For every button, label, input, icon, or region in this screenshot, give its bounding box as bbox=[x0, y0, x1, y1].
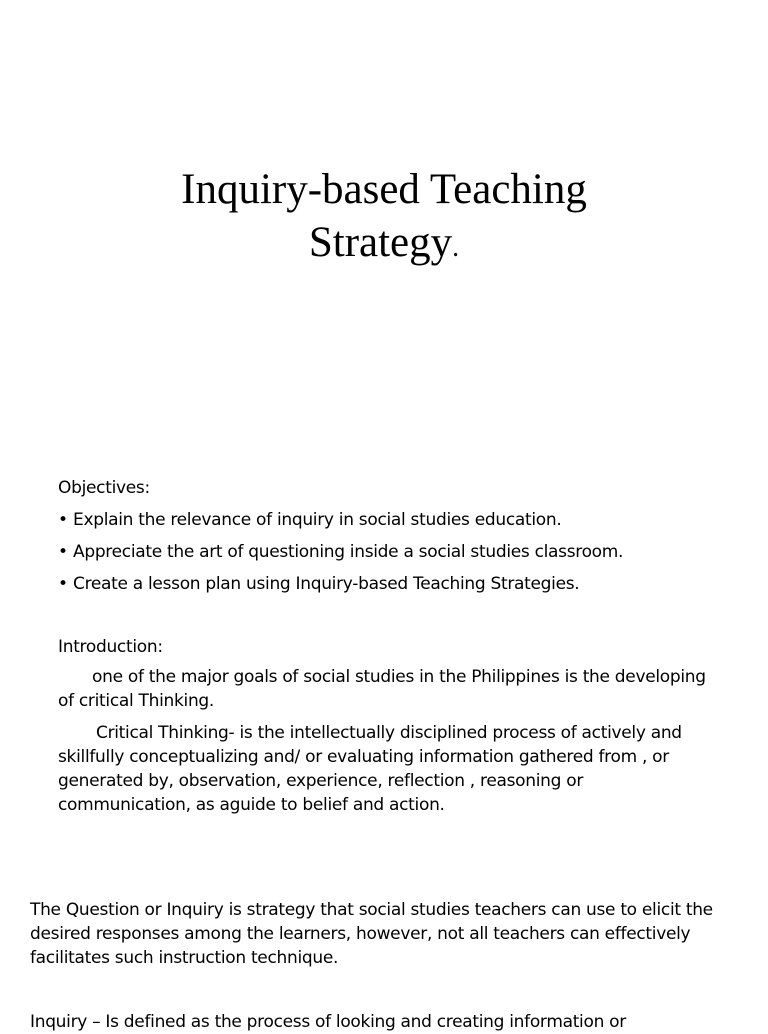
title-line-1: Inquiry-based Teaching bbox=[181, 166, 587, 213]
objective-item bbox=[58, 508, 718, 532]
bullet-icon: • bbox=[58, 510, 68, 530]
title-line-2: Strategy bbox=[308, 219, 453, 266]
title-period: . bbox=[452, 232, 460, 263]
question-inquiry-paragraph: The Question or Inquiry is strategy that social studies teachers can use to elicit the desired responses among the learners, however, not all teachers can effectively facilitates such instruction technique. bbox=[30, 900, 713, 968]
objective-text: Explain the relevance of inquiry in social studies education. bbox=[73, 510, 562, 530]
bullet-icon: • bbox=[58, 574, 68, 594]
introduction-paragraph: one of the major goals of social studies in the Philippines is the developing of critical Thinking. bbox=[58, 667, 706, 711]
slide-title bbox=[0, 163, 768, 274]
objective-item bbox=[58, 572, 718, 596]
critical-thinking-definition: Critical Thinking- is the intellectually disciplined process of actively and skillfully conceptualizing and/ or evaluating information gathered from , or generated by, observation, experience, reflection , reasoning or communication, as aguide to belief and action. bbox=[58, 723, 682, 815]
objective-text: Create a lesson plan using Inquiry-based Teaching Strategies. bbox=[73, 574, 580, 594]
objectives-list bbox=[58, 508, 718, 596]
title-slide bbox=[0, 0, 768, 440]
inquiry-definition-paragraph: Inquiry – Is defined as the process of looking and creating information or bbox=[30, 1012, 626, 1032]
objectives-section bbox=[58, 476, 718, 604]
introduction-section bbox=[58, 635, 718, 817]
bullet-icon: • bbox=[58, 542, 68, 562]
introduction-heading: Introduction: bbox=[58, 637, 163, 657]
objective-item bbox=[58, 540, 718, 564]
objectives-heading: Objectives: bbox=[58, 478, 150, 498]
objective-text: Appreciate the art of questioning inside a social studies classroom. bbox=[73, 542, 624, 562]
